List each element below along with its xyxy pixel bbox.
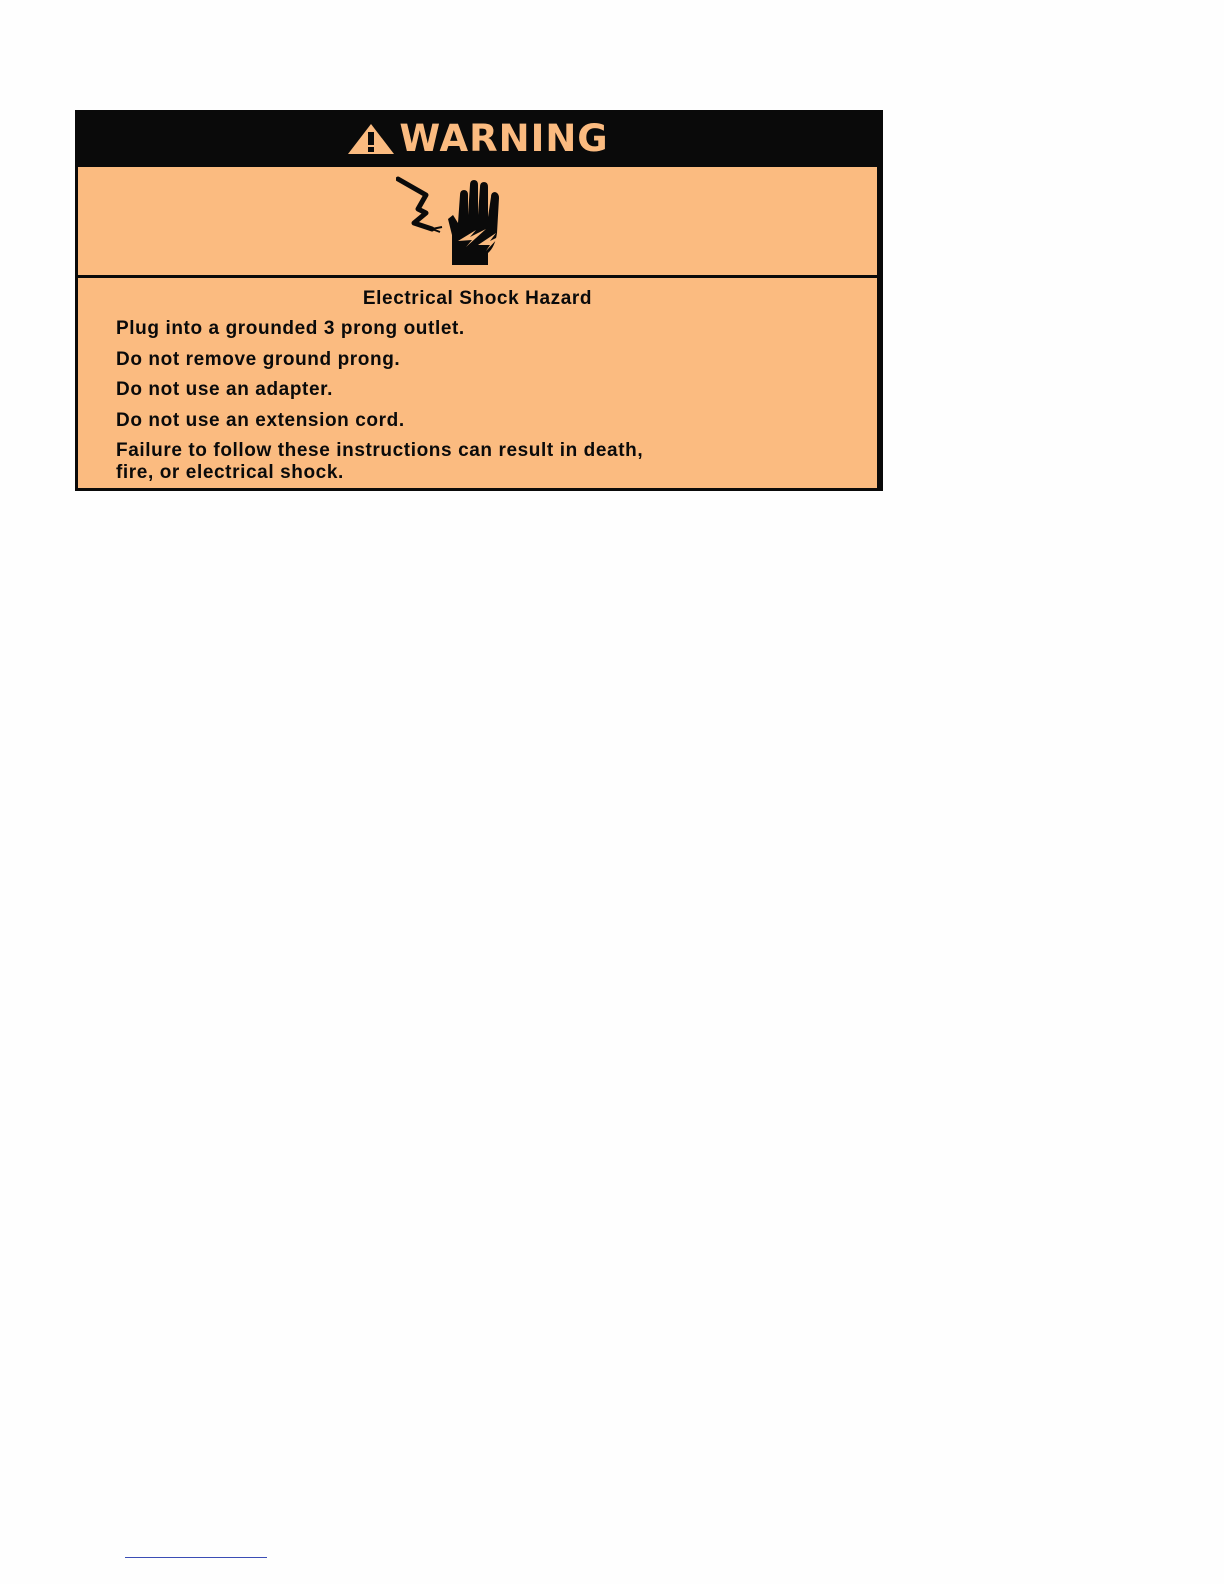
warning-header xyxy=(78,113,877,164)
electric-shock-hand-icon xyxy=(396,175,528,267)
hazard-title: Electrical Shock Hazard xyxy=(362,288,593,309)
signal-word: WARNING xyxy=(399,117,609,160)
instruction-no-adapter: Do not use an adapter. xyxy=(116,379,333,400)
warning-title xyxy=(346,117,609,160)
warning-label xyxy=(75,110,883,491)
consequence-text xyxy=(116,440,643,484)
instruction-grounded-outlet: Plug into a grounded 3 prong outlet. xyxy=(116,318,465,339)
pictogram-panel xyxy=(78,164,877,278)
consequence-line-2: fire, or electrical shock. xyxy=(116,462,344,483)
instruction-ground-prong: Do not remove ground prong. xyxy=(116,349,401,370)
footnote-separator xyxy=(125,1557,267,1558)
instruction-no-extension-cord: Do not use an extension cord. xyxy=(116,410,405,431)
consequence-line-1: Failure to follow these instructions can result in death, xyxy=(116,440,644,461)
warning-triangle-icon xyxy=(346,122,396,156)
